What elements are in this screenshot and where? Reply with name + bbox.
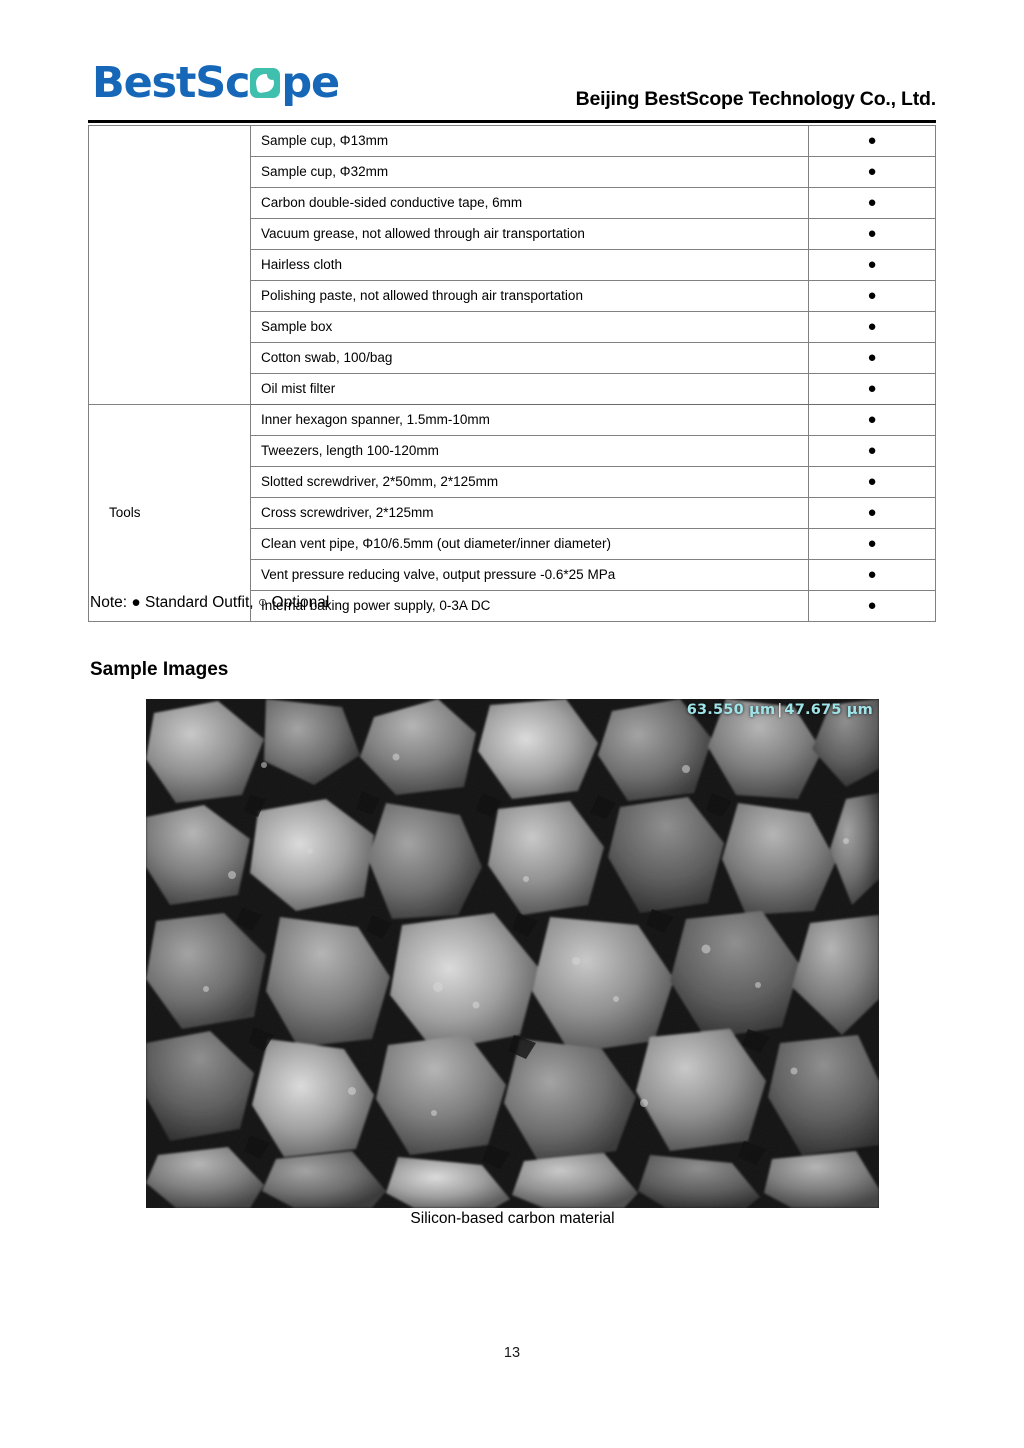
mark-cell: ●: [809, 126, 936, 157]
figure-caption: Silicon-based carbon material: [410, 1210, 615, 1227]
page-number: 13: [503, 1345, 521, 1361]
table-row: [89, 405, 936, 436]
mark-cell: ●: [809, 188, 936, 219]
item-cell: Sample cup, Φ32mm: [251, 157, 809, 188]
mark-cell: ●: [809, 529, 936, 560]
item-cell: Internal baking power supply, 0-3A DC: [251, 591, 809, 622]
scale-y-value: 47.675 µm: [784, 702, 873, 718]
item-cell: Polishing paste, not allowed through air transportation: [251, 281, 809, 312]
item-cell: Cross screwdriver, 2*125mm: [251, 498, 809, 529]
table-body: [89, 126, 936, 622]
header-divider: [88, 120, 936, 123]
mark-cell: ●: [809, 281, 936, 312]
item-cell: Sample box: [251, 312, 809, 343]
mark-cell: ●: [809, 312, 936, 343]
item-cell: Clean vent pipe, Φ10/6.5mm (out diameter/inner diameter): [251, 529, 809, 560]
teal-droplet-o-icon: [250, 68, 280, 98]
item-cell: Carbon double-sided conductive tape, 6mm: [251, 188, 809, 219]
scale-separator: |: [777, 702, 783, 718]
item-cell: Tweezers, length 100-120mm: [251, 436, 809, 467]
company-name: Beijing BestScope Technology Co., Ltd.: [575, 88, 936, 110]
table-row: [89, 126, 936, 157]
item-cell: Inner hexagon spanner, 1.5mm-10mm: [251, 405, 809, 436]
scale-bar-overlay: [687, 702, 873, 718]
mark-cell: ●: [809, 374, 936, 405]
mark-cell: ●: [809, 467, 936, 498]
scale-x-value: 63.550 µm: [686, 702, 776, 718]
item-cell: Cotton swab, 100/bag: [251, 343, 809, 374]
item-cell: Oil mist filter: [251, 374, 809, 405]
mark-cell: ●: [809, 436, 936, 467]
mark-cell: ●: [809, 219, 936, 250]
page-header: [88, 52, 936, 122]
mark-cell: ●: [809, 343, 936, 374]
table-note: Note: ● Standard Outfit, ○ Optional: [90, 594, 330, 611]
mark-cell: ●: [809, 591, 936, 622]
mark-cell: ●: [809, 560, 936, 591]
item-cell: Sample cup, Φ13mm: [251, 126, 809, 157]
logo-text-part2: pe: [281, 57, 339, 108]
group-label-cell-tools: Tools: [89, 405, 251, 622]
mark-cell: ●: [809, 498, 936, 529]
item-cell: Vacuum grease, not allowed through air transportation: [251, 219, 809, 250]
item-cell: Slotted screwdriver, 2*50mm, 2*125mm: [251, 467, 809, 498]
bestscope-logo: [92, 58, 339, 108]
accessories-table: [88, 125, 936, 622]
sample-image-figure: [146, 699, 879, 1208]
mark-cell: ●: [809, 405, 936, 436]
sem-micrograph: [146, 699, 879, 1208]
group-label-cell: [89, 126, 251, 405]
mark-cell: ●: [809, 157, 936, 188]
item-cell: Hairless cloth: [251, 250, 809, 281]
logo-text-part1: BestSc: [92, 57, 250, 108]
mark-cell: ●: [809, 250, 936, 281]
item-cell: Vent pressure reducing valve, output pressure -0.6*25 MPa: [251, 560, 809, 591]
page-section-heading: Sample Images: [90, 659, 229, 680]
